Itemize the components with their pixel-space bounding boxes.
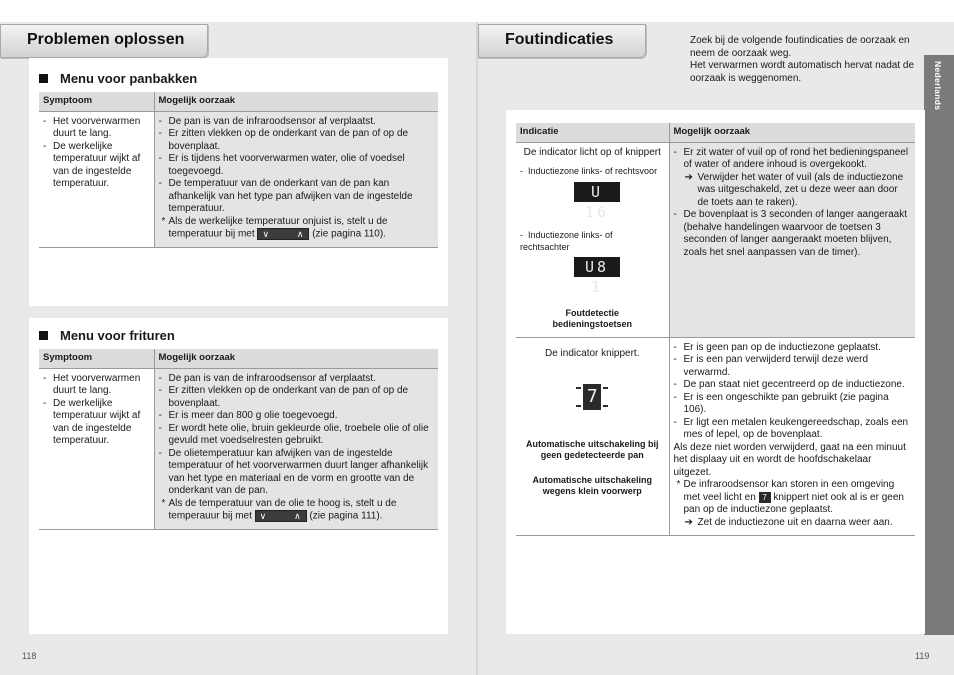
note: * Als de temperatuur van de olie te hoog is, stelt u de [161, 497, 397, 509]
page-number-left: 118 [22, 651, 37, 661]
zone-back: - Inductiezone links- of rechtsachter [520, 230, 613, 252]
left-title-tab [0, 24, 208, 58]
list-item: - De pan staat niet gecentreerd op de inductiezone. [674, 379, 912, 392]
note: * De infraroodsensor kan storen in een omgeving met veel licht en 7 knippert niet ook al is er geen pan op de inductiezone geplaatst. [676, 479, 904, 516]
arrow-right-icon: ➔ [684, 171, 693, 183]
action-line: ➔ Zet de inductiezone uit en daarna weer aan. [684, 516, 893, 528]
list-item: - De bovenplaat is 3 seconden of langer aangeraakt (behalve handelingen waarvoor de toetsen 3 seconden of langer aangeraakt moeten blijven, zoals het snel aanpassen van de timer). [674, 209, 912, 259]
list-item: - De temperatuur van de onderkant van de pan kan afhankelijk van het type pan afwijken van de ingestelde temperatuur. [159, 178, 435, 216]
up-down-keys-icon: ∨ ∧ [257, 228, 309, 240]
note-cont: temperauur bij met ∨ ∧ (zie pagina 111). [168, 510, 383, 522]
panbakken-heading [39, 71, 197, 86]
intro-line: Zoek bij de volgende foutindicaties de oorzaak en neem de oorzaak weg. [690, 35, 910, 59]
note: * Als de werkelijke temperatuur onjuist is, stelt u de [161, 215, 388, 227]
frituren-heading [39, 328, 175, 343]
table-row [39, 368, 438, 530]
indication-cell [516, 337, 669, 536]
indication-label: Foutdetectie bedieningstoetsen [552, 307, 632, 329]
col-symptom: Symptoom [39, 349, 154, 368]
language-label: Nederlands [933, 61, 943, 111]
panbakken-table [39, 92, 438, 248]
table-row [516, 337, 915, 536]
followup-text: Als deze niet worden verwijderd, gaat na een minuut het displaay uit en wordt de hoofdschakelaar uitgezet. [673, 441, 906, 478]
symptom-cell [39, 368, 154, 530]
cause-cell [154, 111, 438, 248]
frituren-table [39, 349, 438, 530]
list-item: - Er is een pan verwijderd terwijl deze werd verwarmd. [674, 354, 912, 379]
list-item: - De pan is van de infraroodsensor af verplaatst. [159, 116, 435, 129]
col-cause: Mogelijk oorzaak [669, 123, 915, 142]
zone-front: - Inductiezone links- of rechtsvoor [520, 166, 658, 176]
list-item: - Er is tijdens het voorverwarmen water, olie of voedsel toegevoegd. [159, 153, 435, 178]
error-code-display: U8 1 [574, 257, 620, 277]
note-cont: temperatuur bij met ∨ ∧ (zie pagina 110). [168, 228, 386, 240]
error-table [516, 123, 915, 536]
error-code-display: U 16 [574, 182, 620, 202]
cause-cell [669, 142, 915, 337]
table-row [39, 111, 438, 248]
page-title: Foutindicaties [505, 31, 614, 48]
cause-cell [669, 337, 915, 536]
list-item: - De werkelijke temperatuur wijkt af van de ingestelde temperatuur. [43, 141, 150, 191]
square-bullet-icon [39, 74, 48, 83]
indicator-7-icon: 7 [759, 492, 771, 503]
list-item: - Er is geen pan op de inductiezone geplaatst. [674, 342, 912, 355]
page-number-right: 119 [915, 651, 930, 661]
intro-line: Het verwarmen wordt automatisch hervat nadat de oorzaak is weggenomen. [690, 60, 914, 84]
up-down-keys-icon: ∨ ∧ [255, 510, 307, 522]
page-title: Problemen oplossen [27, 31, 185, 48]
list-item: - Er is een ongeschikte pan gebruikt (zie pagina 106). [674, 392, 912, 417]
col-indication: Indicatie [516, 123, 669, 142]
indication-cell [516, 142, 669, 337]
language-side-tab [924, 55, 954, 635]
list-item: - De pan is van de infraroodsensor af verplaatst. [159, 373, 435, 386]
square-bullet-icon [39, 331, 48, 340]
list-item: - Er zitten vlekken op de onderkant van de pan of op de bovenplaat. [159, 385, 435, 410]
list-item: - Er ligt een metalen keukengereedschap, zoals een mes of lepel, op de bovenplaat. [674, 417, 912, 442]
list-item: - De olietemperatuur kan afwijken van de ingestelde temperatuur of het voorverwarmen duurt langer afhankelijk van het type en materiaal en de vorm en grootte van de onderkant van de pan. [159, 448, 435, 498]
section-heading: Menu voor panbakken [60, 71, 198, 86]
page-gutter [476, 22, 478, 675]
cause-cell [154, 368, 438, 530]
indication-label: Automatische uitschakeling wegens klein voorwerp [532, 474, 653, 496]
col-symptom: Symptoom [39, 92, 154, 111]
list-item: - De werkelijke temperatuur wijkt af van de ingestelde temperatuur. [43, 398, 150, 448]
intro-text [690, 35, 922, 85]
list-item: - Er wordt hete olie, bruin gekleurde olie, troebele olie of olie gevuld met voedselresten gebruikt. [159, 423, 435, 448]
section-heading: Menu voor frituren [60, 328, 175, 343]
blinking-indicator-icon: 7 [576, 381, 608, 413]
table-row [516, 142, 915, 337]
right-title-tab [478, 24, 646, 58]
arrow-right-icon: ➔ [684, 516, 693, 528]
col-cause: Mogelijk oorzaak [154, 349, 438, 368]
action-line: ➔ Verwijder het water of vuil (als de inductiezone was uitgeschakeld, zet u deze weer aan door de toets aan te raken). [684, 171, 904, 208]
list-item: - Het voorverwarmen duurt te lang. [43, 373, 150, 398]
indicator-text: De indicator knippert. [545, 347, 640, 359]
list-item: - Er zitten vlekken op de onderkant van de pan of op de bovenplaat. [159, 128, 435, 153]
list-item: - Er zit water of vuil op of rond het bedieningspaneel of water of andere inhoud is overgekookt. [674, 147, 912, 172]
indication-label: Automatische uitschakeling bij geen gedetecteerde pan [525, 438, 659, 460]
top-band [0, 0, 954, 22]
col-cause: Mogelijk oorzaak [154, 92, 438, 111]
indicator-text: De indicator licht op of knippert [523, 146, 661, 158]
symptom-cell [39, 111, 154, 248]
list-item: - Er is meer dan 800 g olie toegevoegd. [159, 410, 435, 423]
list-item: - Het voorverwarmen duurt te lang. [43, 116, 150, 141]
